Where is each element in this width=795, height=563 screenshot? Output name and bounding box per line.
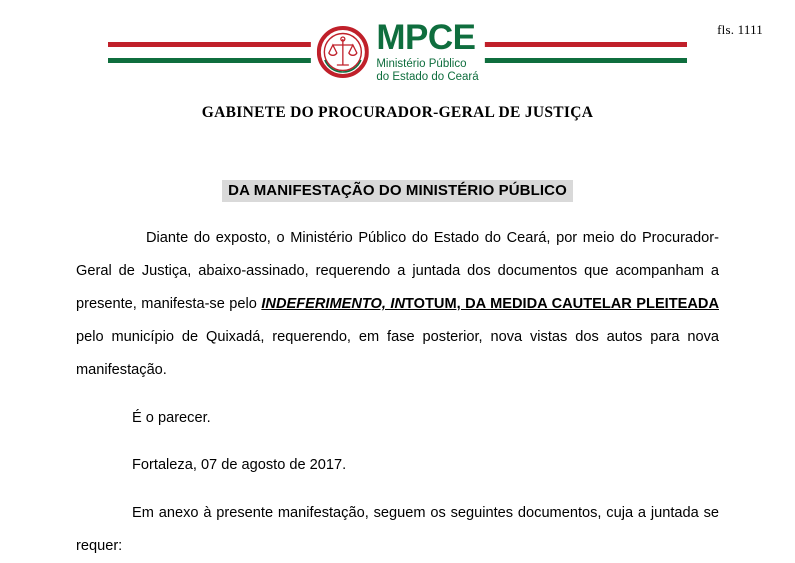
paragraph-1-part-b: pelo município de Quixadá, requerendo, em fase posterior, nova vistas dos autos para nova manifestação.: [76, 329, 719, 378]
folio-number: fls. 1111: [717, 22, 763, 37]
mpce-line1: Ministério Público: [376, 58, 467, 70]
document-body: [76, 222, 719, 563]
document-header: [0, 0, 795, 82]
brasao-icon: [316, 26, 368, 78]
mpce-logo: [310, 20, 484, 84]
section-title: DA MANIFESTAÇÃO DO MINISTÉRIO PÚBLICO: [222, 180, 573, 202]
mpce-logo-text: [376, 20, 478, 84]
paragraph-1-emphasis-1: INDEFERIMENTO, IN: [261, 296, 405, 312]
paragraph-4: Em anexo à presente manifestação, seguem os seguintes documentos, cuja a juntada se requer:: [76, 504, 719, 554]
paragraph-1-part-a: Diante do exposto, o Ministério Público do Estado do Ceará, por meio do Procurador-Geral de Justiça, abaixo-assinado, requerendo a juntada dos documentos que acompanham a presente, manifesta-se pelo: [76, 230, 719, 312]
paragraph-1-emphasis-2: TOTUM, DA MEDIDA CAUTELAR PLEITEADA: [405, 296, 719, 312]
mpce-acronym: MPCE: [376, 18, 476, 57]
paragraph-1: [76, 222, 719, 387]
paragraph-2: É o parecer.: [132, 409, 211, 426]
office-heading: GABINETE DO PROCURADOR-GERAL DE JUSTIÇA: [201, 104, 594, 121]
mpce-line2: do Estado do Ceará: [376, 71, 479, 84]
section-title-wrap: [0, 180, 795, 202]
paragraph-3: Fortaleza, 07 de agosto de 2017.: [132, 457, 347, 474]
